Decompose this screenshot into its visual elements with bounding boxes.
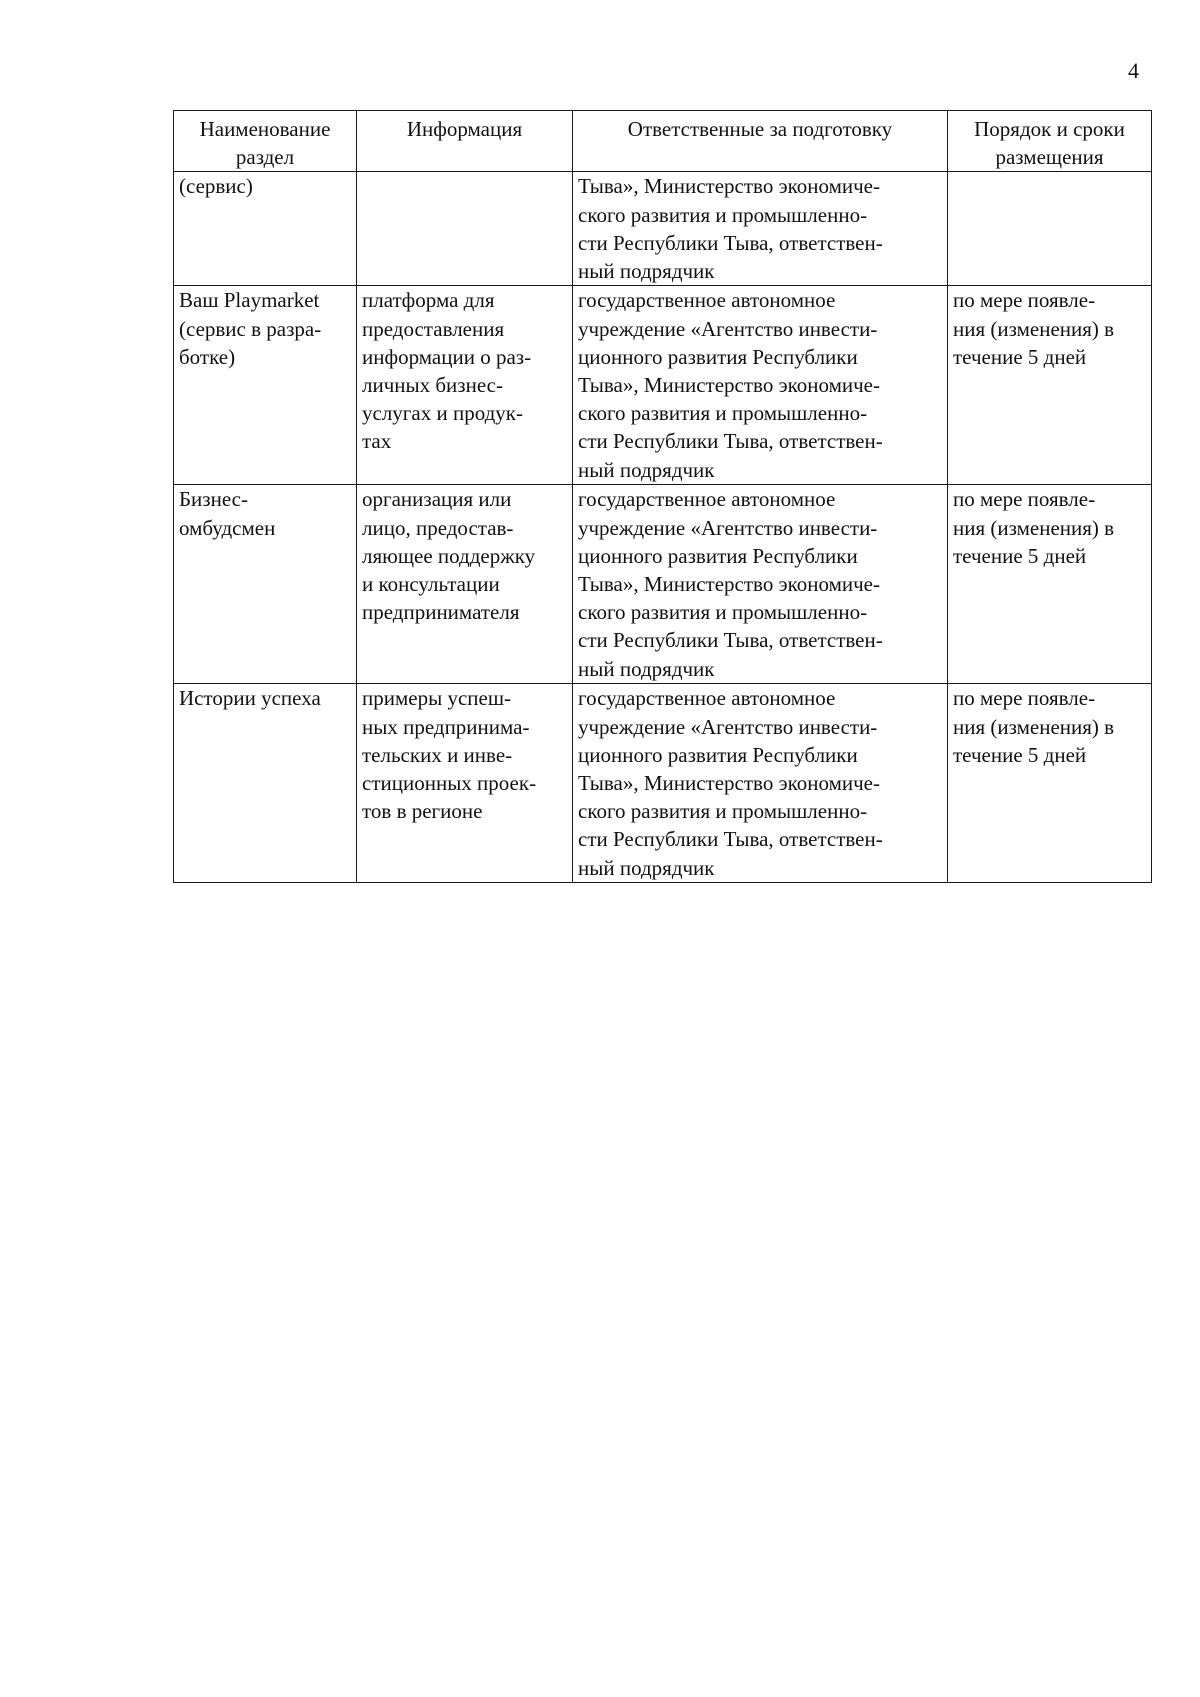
table-row — [174, 286, 1152, 485]
cell-section-name: (сервис) — [174, 172, 357, 286]
header-responsible: Ответственные за подготовку — [573, 111, 948, 172]
header-information: Информация — [357, 111, 573, 172]
cell-responsible: Тыва», Министерство экономиче- ского развития и промышленно- сти Республики Тыва, ответствен- ный подрядчик — [573, 172, 948, 286]
cell-section-name: Истории успеха — [174, 684, 357, 883]
table-row — [174, 172, 1152, 286]
table-header-row — [174, 111, 1152, 172]
table-row — [174, 485, 1152, 684]
cell-section-name: Бизнес- омбудсмен — [174, 485, 357, 684]
cell-order-and-terms — [948, 172, 1152, 286]
header-order-and-terms: Порядок и сроки размещения — [948, 111, 1152, 172]
page-number: 4 — [1128, 58, 1139, 83]
header-section-name: Наименование раздел — [174, 111, 357, 172]
cell-information: организация или лицо, предостав- ляющее поддержку и консультации предпринимателя — [357, 485, 573, 684]
cell-section-name: Ваш Playmarket (сервис в разра- ботке) — [174, 286, 357, 485]
cell-order-and-terms: по мере появле- ния (изменения) в течение 5 дней — [948, 485, 1152, 684]
document-table — [173, 110, 1152, 883]
cell-order-and-terms: по мере появле- ния (изменения) в течение 5 дней — [948, 684, 1152, 883]
cell-responsible: государственное автономное учреждение «Агентство инвести- ционного развития Республики Тыва», Министерство экономиче- ского развития и промышленно- сти Республики Тыва, ответствен- ный подрядчик — [573, 485, 948, 684]
cell-responsible: государственное автономное учреждение «Агентство инвести- ционного развития Республики Тыва», Министерство экономиче- ского развития и промышленно- сти Республики Тыва, ответствен- ный подрядчик — [573, 684, 948, 883]
cell-order-and-terms: по мере появле- ния (изменения) в течение 5 дней — [948, 286, 1152, 485]
cell-information — [357, 172, 573, 286]
cell-responsible: государственное автономное учреждение «Агентство инвести- ционного развития Республики Тыва», Министерство экономиче- ского развития и промышленно- сти Республики Тыва, ответствен- ный подрядчик — [573, 286, 948, 485]
table-row — [174, 684, 1152, 883]
cell-information: платформа для предоставления информации о раз- личных бизнес- услугах и продук- тах — [357, 286, 573, 485]
cell-information: примеры успеш- ных предпринима- тельских и инве- стиционных проек- тов в регионе — [357, 684, 573, 883]
